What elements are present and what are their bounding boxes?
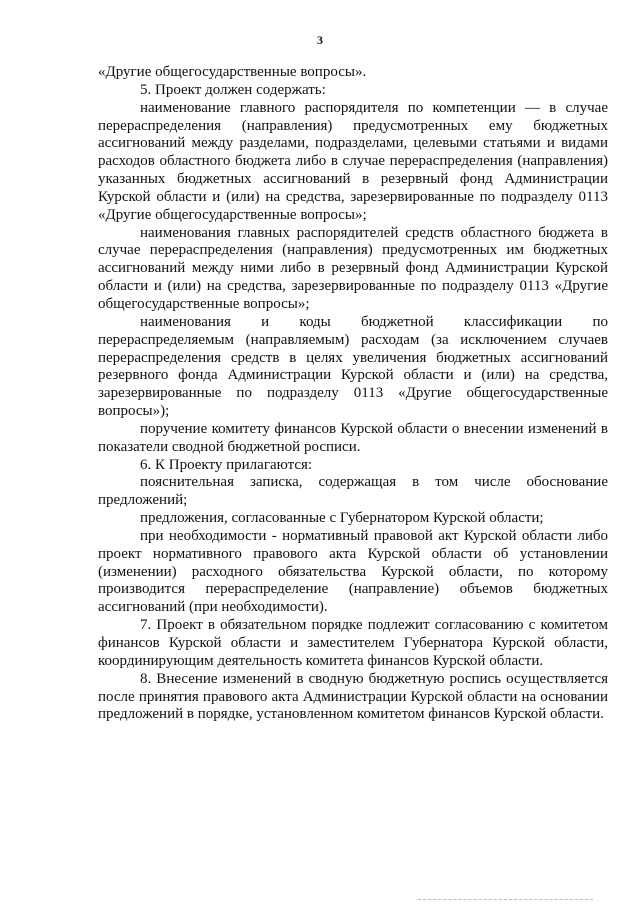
paragraph-11: 7. Проект в обязательном порядке подлежит согласованию с комитетом финансов Курской области и заместителем Губернатора Курской области, координирующим деятельность комитета финансов Курской области.: [98, 617, 608, 669]
paragraph-12: 8. Внесение изменений в сводную бюджетную роспись осуществляется после принятия правового акта Администрации Курской области на основании предложений в порядке, установленном комитетом финансов Курской области.: [98, 670, 608, 723]
paragraph-4: наименования главных распорядителей средств областного бюджета в случае перераспределения (направления) предусмотренных им бюджетных ассигнований между ними либо в резервный фонд Администрации Курской области и (или) на средства, зарезервированные по подразделу 0113 «Другие общегосударственные вопросы»;: [98, 224, 608, 312]
footer-scan-mark: [418, 899, 593, 902]
document-body: [98, 64, 608, 724]
paragraph-6: поручение комитету финансов Курской области о внесении изменений в показатели сводной бюджетной росписи.: [98, 420, 608, 455]
paragraph-5: наименования и коды бюджетной классификации по перераспределяемым (направляемым) расходам (за исключением случаев перераспределения средств в целях увеличения бюджетных ассигнований резервного фонда Администрации Курской области и (или) на средства, зарезервированные по подразделу 0113 «Другие общегосударственные вопросы»);: [98, 313, 608, 420]
paragraph-8: пояснительная записка, содержащая в том числе обоснование предложений;: [98, 474, 608, 509]
paragraph-3: наименование главного распорядителя по компетенции — в случае перераспределения (направления) предусмотренных ему бюджетных ассигнований между разделами, подразделами, целевыми статьями и видами расходов областного бюджета либо в случае перераспределения (направления) указанных бюджетных ассигнований в резервный фонд Администрации Курской области и (или) на средства, зарезервированные по подразделу 0113 «Другие общегосударственные вопросы»;: [98, 99, 608, 223]
paragraph-10: при необходимости - нормативный правовой акт Курской области либо проект нормативного правового акта Курской области об установлении (изменении) расходного обязательства Курской области, по которому производится перераспределение (направление) объемов бюджетных ассигнований (при необходимости).: [98, 527, 608, 616]
paragraph-9: предложения, согласованные с Губернатором Курской области;: [140, 510, 544, 527]
paragraph-1: «Другие общегосударственные вопросы».: [98, 64, 367, 80]
paragraph-7: 6. К Проекту прилагаются:: [140, 456, 313, 473]
paragraph-2: 5. Проект должен содержать:: [140, 81, 326, 98]
page-number: 3: [317, 33, 323, 47]
